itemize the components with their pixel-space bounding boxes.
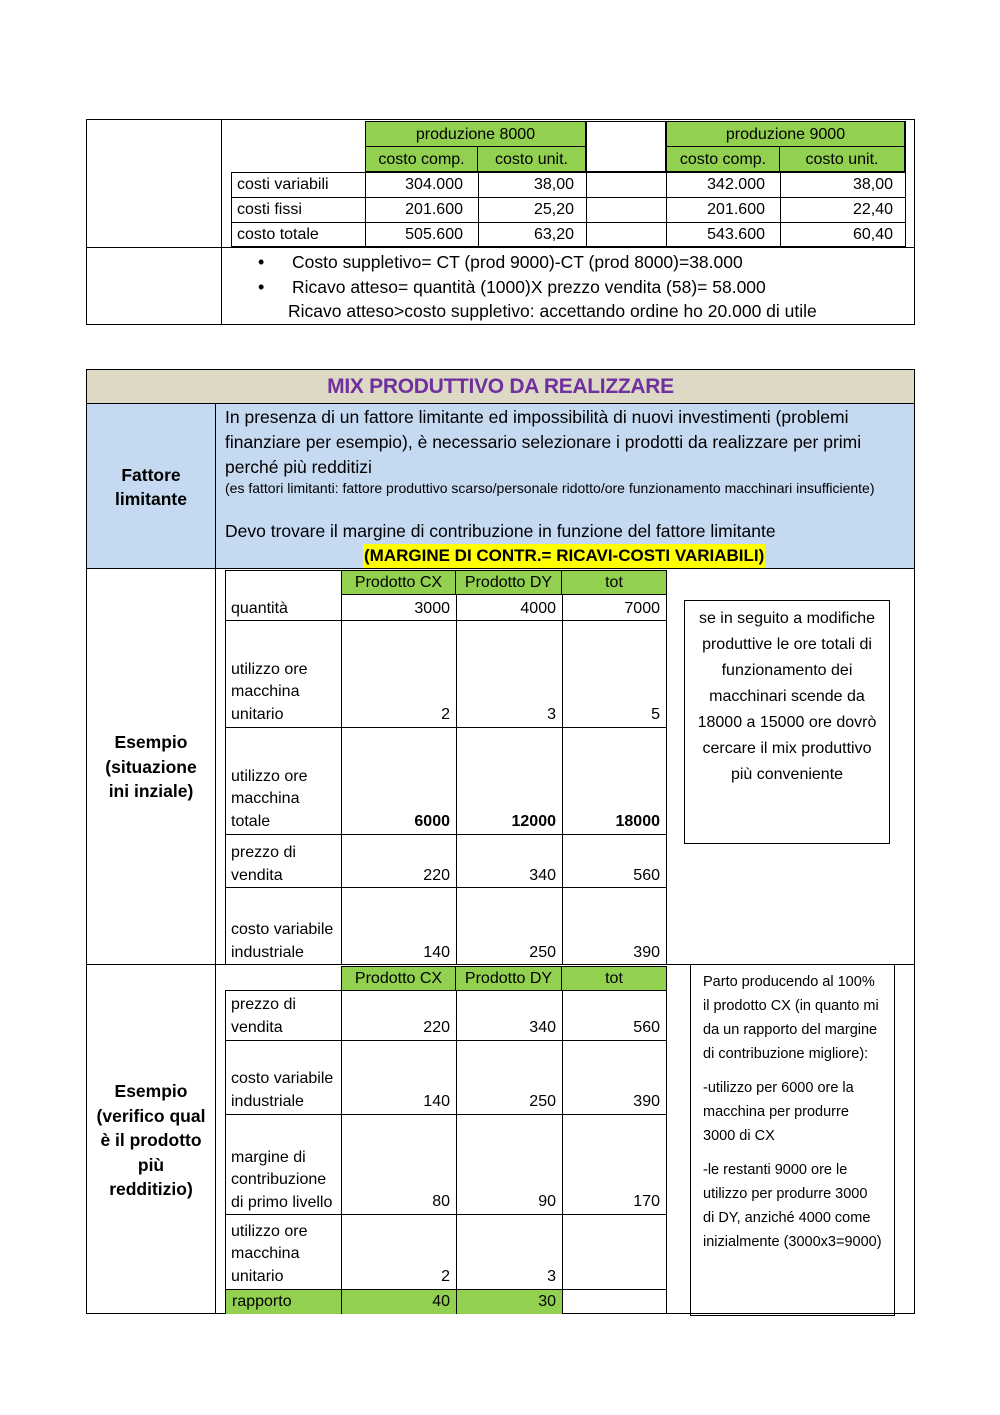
row-line [225, 570, 341, 571]
fattore-label [87, 463, 215, 511]
row-value: 63,20 [533, 226, 574, 243]
row-value: 304.000 [405, 176, 463, 193]
ex2-value [456, 991, 562, 1039]
ex1-row-label [225, 888, 341, 964]
ex2-row-label [225, 1215, 341, 1288]
ex1-label-line: (situazione [105, 756, 197, 777]
bullet-text: Ricavo atteso= quantità (1000)X prezzo vendita (58)= 58.000 [292, 277, 766, 297]
ex2-row-label [225, 991, 341, 1039]
ex2-rapporto-cx: 40 [341, 1290, 456, 1314]
ex1-label-text: utilizzo ore macchina totale [231, 767, 308, 830]
ex2-note [690, 965, 895, 1316]
ex1-row-label [225, 621, 341, 726]
ex1-label-text: quantità [231, 599, 288, 617]
bullet-icon: • [258, 277, 265, 297]
ex1-value-text: 7000 [624, 600, 660, 617]
ex2-value [562, 1115, 666, 1213]
ex2-value-text: 90 [538, 1193, 556, 1210]
ex2-value [456, 1115, 562, 1213]
ex2-label-text: costo variabile industriale [231, 1070, 334, 1110]
ex1-value-text: 140 [423, 944, 450, 961]
ex2-header-dy: Prodotto DY [456, 966, 562, 991]
row-label: costi fissi [237, 201, 302, 218]
ex1-value [341, 728, 456, 833]
ex1-value-text: 4000 [520, 600, 556, 617]
conclusion-text: Ricavo atteso>costo suppletivo: accettando ordine ho 20.000 di utile [288, 301, 817, 321]
margin-formula: (MARGINE DI CONTR.= RICAVI-COSTI VARIABILI) [363, 544, 765, 568]
ex2-rapporto-tot [562, 1289, 667, 1314]
ex2-value-text: 340 [529, 1019, 556, 1036]
sub-costo-comp: costo comp. [365, 147, 478, 172]
ex1-value-text: 3 [547, 706, 556, 723]
ex1-value [562, 621, 666, 726]
col-line [905, 121, 906, 247]
ex2-label-text: utilizzo ore macchina unitario [231, 1222, 308, 1285]
bullet-icon: • [258, 252, 265, 272]
ex1-value-text: 12000 [511, 813, 556, 830]
row-value: 342.000 [707, 176, 765, 193]
mix-title-row [87, 370, 914, 404]
ex2-value [456, 1215, 562, 1288]
ex2-label-line: Esempio [114, 1081, 188, 1101]
ex1-value [456, 835, 562, 887]
ex1-row-label [225, 835, 341, 887]
ex1-value [456, 596, 562, 620]
row-value: 201.600 [405, 201, 463, 218]
ex1-value [456, 888, 562, 964]
sub-costo-unit: costo unit. [478, 147, 586, 172]
ex1-value [562, 596, 666, 620]
row-line [231, 197, 906, 198]
ex2-label-line: redditizio) [109, 1179, 193, 1199]
fattore-label-line: limitante [115, 489, 187, 509]
fattore-small-text: (es fattori limitanti: fattore produttivo scarso/personale ridotto/ore funzionamento macchinari insufficiente) [225, 480, 875, 496]
ex1-label-line: Esempio [114, 732, 188, 752]
ex1-value [562, 888, 666, 964]
row-label: costi variabili [237, 176, 329, 193]
sub-costo-comp: costo comp. [666, 147, 780, 172]
ex1-value-text: 220 [423, 867, 450, 884]
ex2-value-text: 390 [633, 1093, 660, 1110]
ex2-note-para: Parto producendo al 100% il prodotto CX (in quanto mi da un rapporto del margine di contribuzione migliore): [703, 974, 879, 1062]
divider [86, 247, 915, 248]
ex2-row-label [225, 1041, 341, 1113]
ex1-value-text: 2 [441, 706, 450, 723]
ex2-value-text: 250 [529, 1093, 556, 1110]
ex2-label-line: (verifico qual [96, 1105, 206, 1126]
ex1-note: se in seguito a modifiche produttive le ore totali di funzionamento dei macchinari scende da 18000 a 15000 ore dovrò cercare il mix produttivo più conveniente [684, 600, 890, 844]
header-prod-8000: produzione 8000 [365, 121, 586, 147]
ex2-label-text: margine di contribuzione di primo livello [231, 1148, 333, 1211]
ex1-value-text: 5 [651, 706, 660, 723]
ex1-row-label [225, 728, 341, 833]
ex2-value-text: 220 [423, 1019, 450, 1036]
ex1-value [341, 888, 456, 964]
ex2-row-label [225, 1115, 341, 1214]
ex1-value [456, 728, 562, 833]
ex1-label-line: ini inziale) [108, 781, 194, 801]
ex2-value-text: 2 [441, 1268, 450, 1285]
ex1-value-text: 250 [529, 944, 556, 961]
ex1-row-label [225, 596, 341, 620]
fattore-text: In presenza di un fattore limitante ed impossibilità di nuovi investimenti (problemi finanziare per esempio), è necessario selezionare i prodotti da realizzare per primi perché più redditizi [225, 407, 862, 477]
ex1-value [562, 728, 666, 833]
ex1-value-text: 18000 [615, 813, 660, 830]
ex1-label-text: utilizzo ore macchina unitario [231, 660, 308, 723]
ex2-value [341, 1215, 456, 1288]
ex2-value [341, 1115, 456, 1213]
ex2-value [562, 1215, 666, 1288]
fattore-text-2: Devo trovare il margine di contribuzione in funzione del fattore limitante [225, 521, 776, 541]
ex2-rapporto-dy: 30 [456, 1290, 562, 1314]
ex2-value [456, 1041, 562, 1113]
ex2-value-text: 560 [633, 1019, 660, 1036]
ex1-value-text: 6000 [414, 813, 450, 830]
ex1-label [87, 730, 215, 804]
ex2-value-text: 80 [432, 1193, 450, 1210]
ex1-header-tot: tot [562, 570, 667, 595]
ex2-label-line: più [137, 1154, 165, 1175]
ex1-value [341, 596, 456, 620]
row-value: 38,00 [852, 176, 893, 193]
row-value: 22,40 [852, 201, 893, 218]
col-line [666, 595, 667, 964]
ex2-value [562, 1041, 666, 1113]
col-line [666, 991, 667, 1289]
ex2-label-text: prezzo di vendita [231, 996, 296, 1036]
ex2-header-cx: Prodotto CX [341, 966, 456, 991]
ex2-note-para: -utilizzo per 6000 ore la macchina per produrre 3000 di CX [703, 1080, 854, 1144]
col-line [586, 172, 587, 247]
row-value: 543.600 [707, 226, 765, 243]
row-value: 201.600 [707, 201, 765, 218]
ex1-value [341, 835, 456, 887]
ex1-value [456, 621, 562, 726]
ex2-rapporto-label: rapporto [226, 1290, 341, 1314]
ex1-value-text: 3000 [414, 600, 450, 617]
spacer-col [586, 121, 666, 172]
ex1-label-text: prezzo di vendita [231, 844, 296, 884]
ex2-value [341, 1041, 456, 1113]
ex1-header-cx: Prodotto CX [341, 570, 456, 595]
ex2-value-text: 3 [547, 1268, 556, 1285]
ex1-value-text: 390 [633, 944, 660, 961]
ex2-label [87, 1079, 215, 1202]
ex1-value [562, 835, 666, 887]
mix-title: MIX PRODUTTIVO DA REALIZZARE [327, 374, 674, 398]
ex2-value [562, 991, 666, 1039]
fattore-label-line: Fattore [121, 465, 181, 485]
ex1-header-dy: Prodotto DY [456, 570, 562, 595]
sub-costo-unit: costo unit. [780, 147, 905, 172]
ex2-note-para: -le restanti 9000 ore le utilizzo per produrre 3000 di DY, anziché 4000 come inizialmente (3000x3=9000) [703, 1162, 882, 1250]
row-value: 38,00 [533, 176, 574, 193]
ex1-value [341, 621, 456, 726]
row-value: 25,20 [533, 201, 574, 218]
row-label: costo totale [237, 226, 319, 243]
ex1-value-text: 560 [633, 867, 660, 884]
ex2-value-text: 170 [633, 1193, 660, 1210]
ex2-label-line: è il prodotto [100, 1130, 202, 1150]
ex2-value-text: 140 [423, 1093, 450, 1110]
row-value: 60,40 [852, 226, 893, 243]
ex2-value [341, 991, 456, 1039]
row-value: 505.600 [405, 226, 463, 243]
row-line [231, 222, 906, 223]
bullet-text: Costo suppletivo= CT (prod 9000)-CT (prod 8000)=38.000 [292, 252, 743, 272]
ex1-label-text: costo variabile industriale [231, 921, 334, 961]
ex1-value-text: 340 [529, 867, 556, 884]
ex2-header-tot: tot [562, 966, 667, 991]
divider [221, 119, 222, 325]
header-prod-9000: produzione 9000 [666, 121, 905, 147]
